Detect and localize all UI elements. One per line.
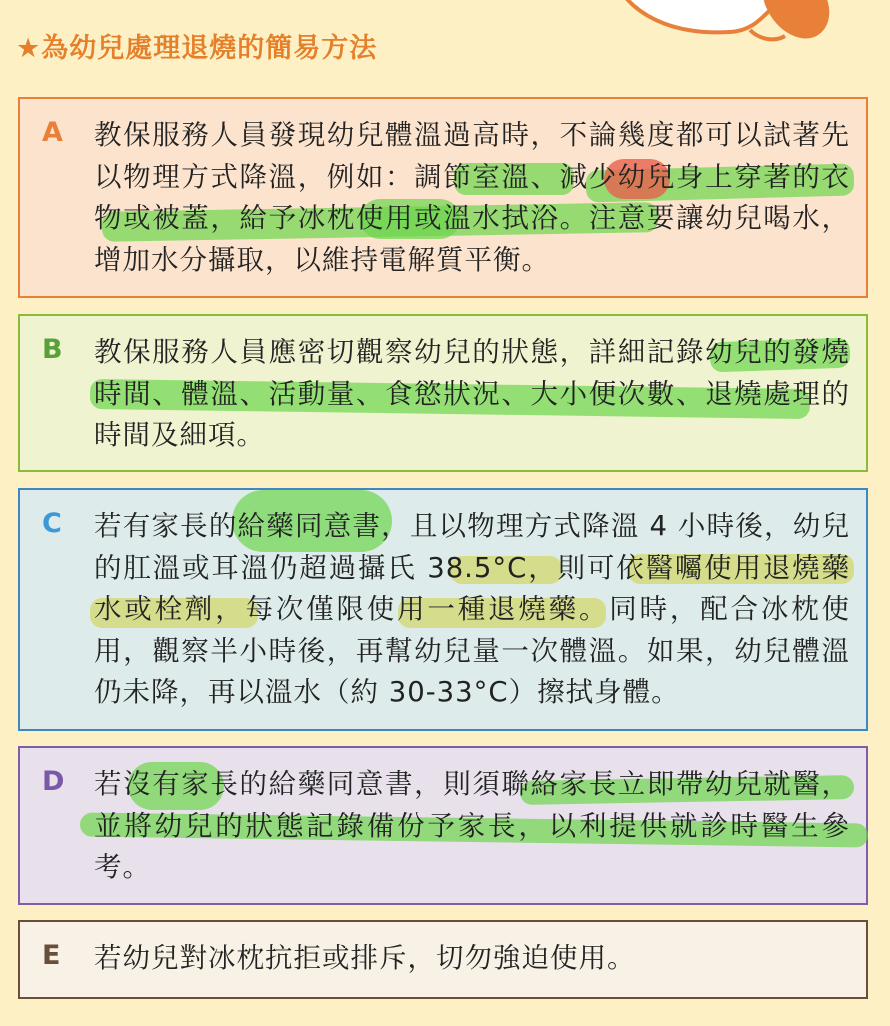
card-text: 若幼兒對冰枕抗拒或排斥，切勿強迫使用。	[94, 942, 636, 974]
card-text: 教保服務人員發現幼兒體溫過高時，不論幾度都可以試著先以物理方式降溫，例如：調節室溫、減少幼兒身上穿著的衣物或被蓋，給予冰枕使用或溫水拭浴。注意要讓幼兒喝水，增加水分攝取，以維持電解質平衡。	[94, 119, 850, 276]
card-c	[18, 488, 868, 731]
page-title: ★為幼兒處理退燒的簡易方法	[16, 33, 378, 64]
card-d	[18, 746, 868, 905]
card-letter: D	[42, 766, 65, 797]
card-e	[18, 920, 868, 999]
card-text: 教保服務人員應密切觀察幼兒的狀態，詳細記錄幼兒的發燒時間、體溫、活動量、食慾狀況、大小便次數、退燒處理的時間及細項。	[94, 336, 850, 451]
card-letter: E	[42, 940, 61, 971]
card-text: 若有家長的給藥同意書，且以物理方式降溫 4 小時後，幼兒的肛溫或耳溫仍超過攝氏 38.5°C，則可依醫囑使用退燒藥水或栓劑，每次僅限使用一種退燒藥。同時，配合冰枕使用，觀察半小時後，再幫幼兒量一次體溫。如果，幼兒體溫仍未降，再以溫水（約 30-33°C）擦拭身體。	[94, 510, 850, 708]
card-letter: C	[42, 508, 62, 539]
card-a	[18, 97, 868, 298]
cartoon-decoration-icon	[600, 0, 860, 50]
card-letter: A	[42, 117, 63, 148]
card-b	[18, 314, 868, 472]
card-letter: B	[42, 334, 63, 365]
card-text: 若沒有家長的給藥同意書，則須聯絡家長立即帶幼兒就醫，並將幼兒的狀態記錄備份予家長，以利提供就診時醫生參考。	[94, 768, 850, 883]
